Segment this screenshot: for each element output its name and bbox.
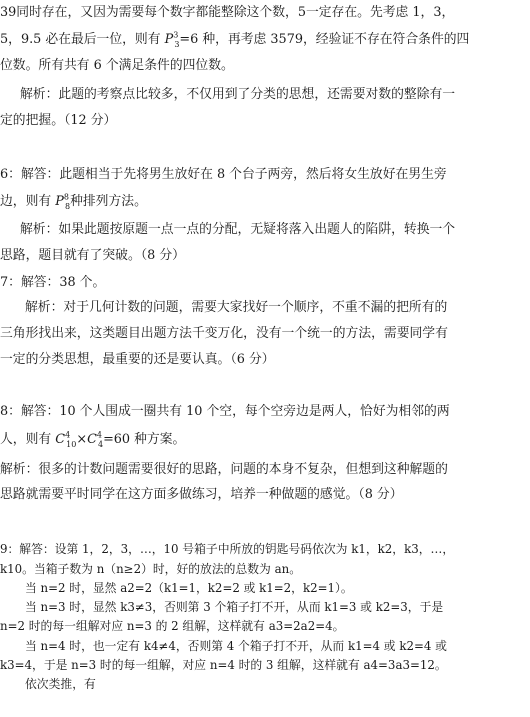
s9-line-2: k10。当箱子数为 n（n≥2）时，好的放法的总数为 an。 — [0, 562, 302, 576]
s1-line-3: 位数。所有共有 6 个满足条件的四位数。 — [0, 58, 234, 73]
s1-line-2: 5，9.5 必在最后一位，则有 $P^3_3=6$ 种，再考虑 3579，经验证不存在符合条件的四 — [0, 30, 470, 49]
s8-line-4: 思路就需要平时同学在这方面多做练习，培养一种做题的感觉。（8 分） — [0, 487, 403, 502]
s7-line-4: 一定的分类思想，最重要的还是要认真。（6 分） — [0, 352, 275, 367]
s6-line-3: 解析：如果此题按原题一点一点的分配，无疑将落入出题人的陷阱，转换一个 — [20, 222, 456, 237]
s8-line-2: 人，则有 $C^4_{10}\times C^4_4=60$ 种方案。 — [0, 430, 186, 449]
s7-line-2: 解析：对于几何计数的问题，需要大家找好一个顺序，不重不漏的把所有的 — [25, 300, 448, 315]
s9-line-4: 当 n=3 时，显然 k3≠3，否则第 3 个箱子打不开，从而 k1=3 或 k2=3，于是 — [25, 600, 444, 614]
combination-symbol-1: $C^4_{10}$ — [55, 430, 77, 449]
s1-line-4: 解析：此题的考察点比较多，不仅用到了分类的思想，还需要对数的整除有一 — [20, 87, 456, 102]
s9-line-7: k3=4，于是 n=3 时的每一组解，对应 n=4 时的 3 组解，这样就有 a4=3a3=12。 — [0, 658, 447, 672]
s9-line-6: 当 n=4 时，也一定有 k4≠4，否则第 4 个箱子打不开，从而 k1=4 或 k2=4 或 — [25, 639, 447, 653]
combination-symbol-2: $C^4_4$ — [87, 430, 104, 449]
s7-line-1: 7：解答：38 个。 — [0, 275, 106, 290]
s9-line-1: 9：解答：设第 1，2，3，…，10 号箱子中所放的钥匙号码依次为 k1，k2，k3，…， — [0, 542, 455, 556]
s8-line-1: 8：解答：10 个人围成一圈共有 10 个空，每个空旁边是两人，恰好为相邻的两 — [0, 404, 450, 419]
s6-line-2: 边，则有 $P^8_8$种排列方法。 — [0, 192, 147, 211]
s9-line-8: 依次类推，有 — [25, 677, 96, 691]
s9-line-3: 当 n=2 时，显然 a2=2（k1=1，k2=2 或 k1=2，k2=1）。 — [25, 581, 353, 595]
permutation-symbol: $P^3_3$ — [164, 30, 180, 49]
s9-line-5: n=2 时的每一组解对应 n=3 的 2 组解，这样就有 a3=2a2=4。 — [0, 619, 345, 633]
s7-line-3: 三角形找出来，这类题目出题方法千变万化，没有一个统一的方法，需要同学有 — [0, 326, 448, 341]
s8-line-3: 解析：很多的计数问题需要很好的思路，问题的本身不复杂，但想到这种解题的 — [0, 462, 448, 477]
s6-line-1: 6：解答：此题相当于先将男生放好在 8 个台子两旁，然后将女生放好在男生旁 — [0, 167, 447, 182]
s1-line-5: 定的把握。（12 分） — [0, 113, 117, 128]
permutation-symbol-8: $P^8_8$ — [55, 192, 71, 211]
s6-line-4: 思路，题目就有了突破。（8 分） — [0, 248, 185, 263]
s1-line-1: 39同时存在，又因为需要每个数字都能整除这个数，5一定存在。先考虑 1，3， — [0, 5, 455, 20]
